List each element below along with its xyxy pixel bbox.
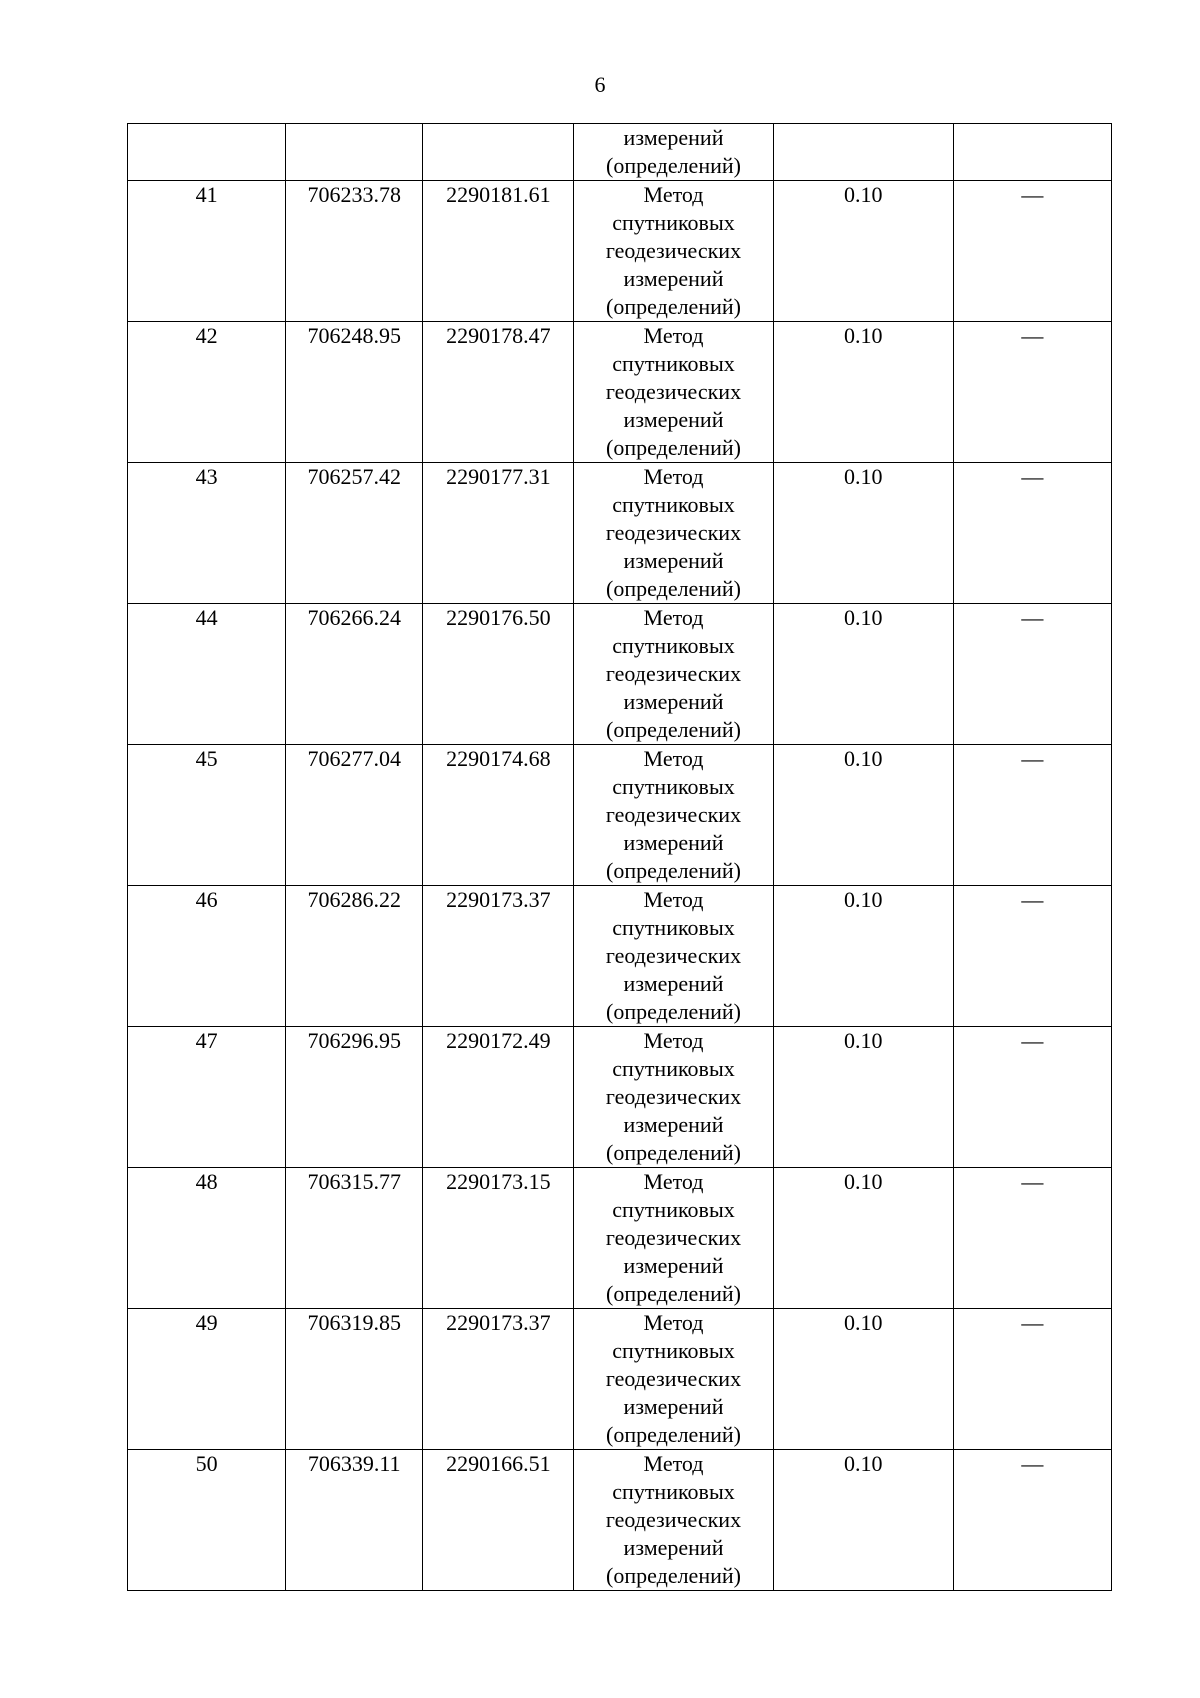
table-row (128, 1450, 1112, 1591)
method-line: спутниковых (612, 1338, 735, 1363)
accuracy-cell: 0.10 (773, 745, 953, 886)
method-line: измерений (623, 1535, 724, 1560)
point-number-cell (128, 124, 286, 181)
description-cell: — (953, 322, 1111, 463)
x-coordinate-cell: 706296.95 (286, 1027, 423, 1168)
x-coordinate-cell: 706248.95 (286, 322, 423, 463)
method-line: измерений (623, 125, 724, 150)
table-row (128, 463, 1112, 604)
method-line: измерений (623, 971, 724, 996)
table-row (128, 181, 1112, 322)
method-cell (574, 1309, 773, 1450)
table-row (128, 745, 1112, 886)
table-row (128, 1309, 1112, 1450)
y-coordinate-cell: 2290173.37 (423, 1309, 574, 1450)
method-line: геодезических (605, 1507, 742, 1532)
method-line: Метод (643, 464, 704, 489)
method-line: спутниковых (612, 774, 735, 799)
table-row (128, 886, 1112, 1027)
y-coordinate-cell: 2290173.37 (423, 886, 574, 1027)
x-coordinate-cell: 706266.24 (286, 604, 423, 745)
table-row (128, 604, 1112, 745)
y-coordinate-cell: 2290177.31 (423, 463, 574, 604)
method-cell (574, 181, 773, 322)
method-line: измерений (623, 548, 724, 573)
method-line: спутниковых (612, 1479, 735, 1504)
method-line: измерений (623, 407, 724, 432)
method-line: спутниковых (612, 1197, 735, 1222)
method-line: спутниковых (612, 351, 735, 376)
method-line: спутниковых (612, 210, 735, 235)
method-line: (определений) (606, 999, 741, 1024)
method-line: (определений) (606, 717, 741, 742)
point-number-cell: 45 (128, 745, 286, 886)
method-line: (определений) (606, 294, 741, 319)
method-line: геодезических (605, 1225, 742, 1250)
method-line: Метод (643, 182, 704, 207)
method-line: Метод (643, 1028, 704, 1053)
description-cell: — (953, 181, 1111, 322)
description-cell (953, 124, 1111, 181)
method-line: Метод (643, 1169, 704, 1194)
x-coordinate-cell: 706257.42 (286, 463, 423, 604)
method-line: (определений) (606, 1281, 741, 1306)
accuracy-cell: 0.10 (773, 463, 953, 604)
method-line: геодезических (605, 379, 742, 404)
method-line: геодезических (605, 520, 742, 545)
method-line: (определений) (606, 153, 741, 178)
method-line: измерений (623, 1253, 724, 1278)
method-line: (определений) (606, 1422, 741, 1447)
accuracy-cell: 0.10 (773, 1309, 953, 1450)
coordinates-table (127, 123, 1112, 1591)
page-number: 6 (594, 72, 606, 97)
point-number-cell: 47 (128, 1027, 286, 1168)
method-line: (определений) (606, 858, 741, 883)
accuracy-cell (773, 124, 953, 181)
method-cell (574, 322, 773, 463)
method-line: геодезических (605, 1366, 742, 1391)
method-line: Метод (643, 887, 704, 912)
method-line: измерений (623, 689, 724, 714)
method-line: геодезических (605, 943, 742, 968)
method-line: спутниковых (612, 492, 735, 517)
x-coordinate-cell: 706339.11 (286, 1450, 423, 1591)
accuracy-cell: 0.10 (773, 181, 953, 322)
method-line: геодезических (605, 1084, 742, 1109)
table-row (128, 1027, 1112, 1168)
point-number-cell: 43 (128, 463, 286, 604)
y-coordinate-cell: 2290181.61 (423, 181, 574, 322)
x-coordinate-cell (286, 124, 423, 181)
method-cell (574, 604, 773, 745)
point-number-cell: 49 (128, 1309, 286, 1450)
accuracy-cell: 0.10 (773, 604, 953, 745)
accuracy-cell: 0.10 (773, 886, 953, 1027)
continuation-row (128, 124, 1112, 181)
accuracy-cell: 0.10 (773, 1168, 953, 1309)
method-cell (574, 124, 773, 181)
description-cell: — (953, 745, 1111, 886)
method-line: измерений (623, 1394, 724, 1419)
method-cell (574, 1027, 773, 1168)
table-body (128, 124, 1112, 1591)
method-line: геодезических (605, 661, 742, 686)
method-line: (определений) (606, 1563, 741, 1588)
accuracy-cell: 0.10 (773, 1450, 953, 1591)
method-line: (определений) (606, 1140, 741, 1165)
point-number-cell: 42 (128, 322, 286, 463)
method-line: измерений (623, 830, 724, 855)
x-coordinate-cell: 706315.77 (286, 1168, 423, 1309)
description-cell: — (953, 886, 1111, 1027)
y-coordinate-cell: 2290174.68 (423, 745, 574, 886)
method-cell (574, 745, 773, 886)
method-line: Метод (643, 1451, 704, 1476)
method-line: измерений (623, 266, 724, 291)
accuracy-cell: 0.10 (773, 1027, 953, 1168)
method-line: спутниковых (612, 915, 735, 940)
x-coordinate-cell: 706286.22 (286, 886, 423, 1027)
table-row (128, 322, 1112, 463)
method-line: геодезических (605, 802, 742, 827)
description-cell: — (953, 1027, 1111, 1168)
method-line: Метод (643, 605, 704, 630)
y-coordinate-cell: 2290176.50 (423, 604, 574, 745)
method-line: (определений) (606, 435, 741, 460)
method-line: спутниковых (612, 1056, 735, 1081)
method-cell (574, 886, 773, 1027)
table-row (128, 1168, 1112, 1309)
method-line: спутниковых (612, 633, 735, 658)
method-line: геодезических (605, 238, 742, 263)
y-coordinate-cell: 2290172.49 (423, 1027, 574, 1168)
description-cell: — (953, 1450, 1111, 1591)
point-number-cell: 48 (128, 1168, 286, 1309)
description-cell: — (953, 463, 1111, 604)
point-number-cell: 46 (128, 886, 286, 1027)
method-line: (определений) (606, 576, 741, 601)
method-cell (574, 463, 773, 604)
x-coordinate-cell: 706319.85 (286, 1309, 423, 1450)
method-line: Метод (643, 323, 704, 348)
x-coordinate-cell: 706277.04 (286, 745, 423, 886)
y-coordinate-cell: 2290166.51 (423, 1450, 574, 1591)
description-cell: — (953, 1309, 1111, 1450)
point-number-cell: 44 (128, 604, 286, 745)
y-coordinate-cell: 2290178.47 (423, 322, 574, 463)
method-line: Метод (643, 746, 704, 771)
description-cell: — (953, 604, 1111, 745)
point-number-cell: 41 (128, 181, 286, 322)
y-coordinate-cell (423, 124, 574, 181)
method-line: Метод (643, 1310, 704, 1335)
description-cell: — (953, 1168, 1111, 1309)
method-cell (574, 1450, 773, 1591)
y-coordinate-cell: 2290173.15 (423, 1168, 574, 1309)
point-number-cell: 50 (128, 1450, 286, 1591)
x-coordinate-cell: 706233.78 (286, 181, 423, 322)
method-line: измерений (623, 1112, 724, 1137)
accuracy-cell: 0.10 (773, 322, 953, 463)
method-cell (574, 1168, 773, 1309)
